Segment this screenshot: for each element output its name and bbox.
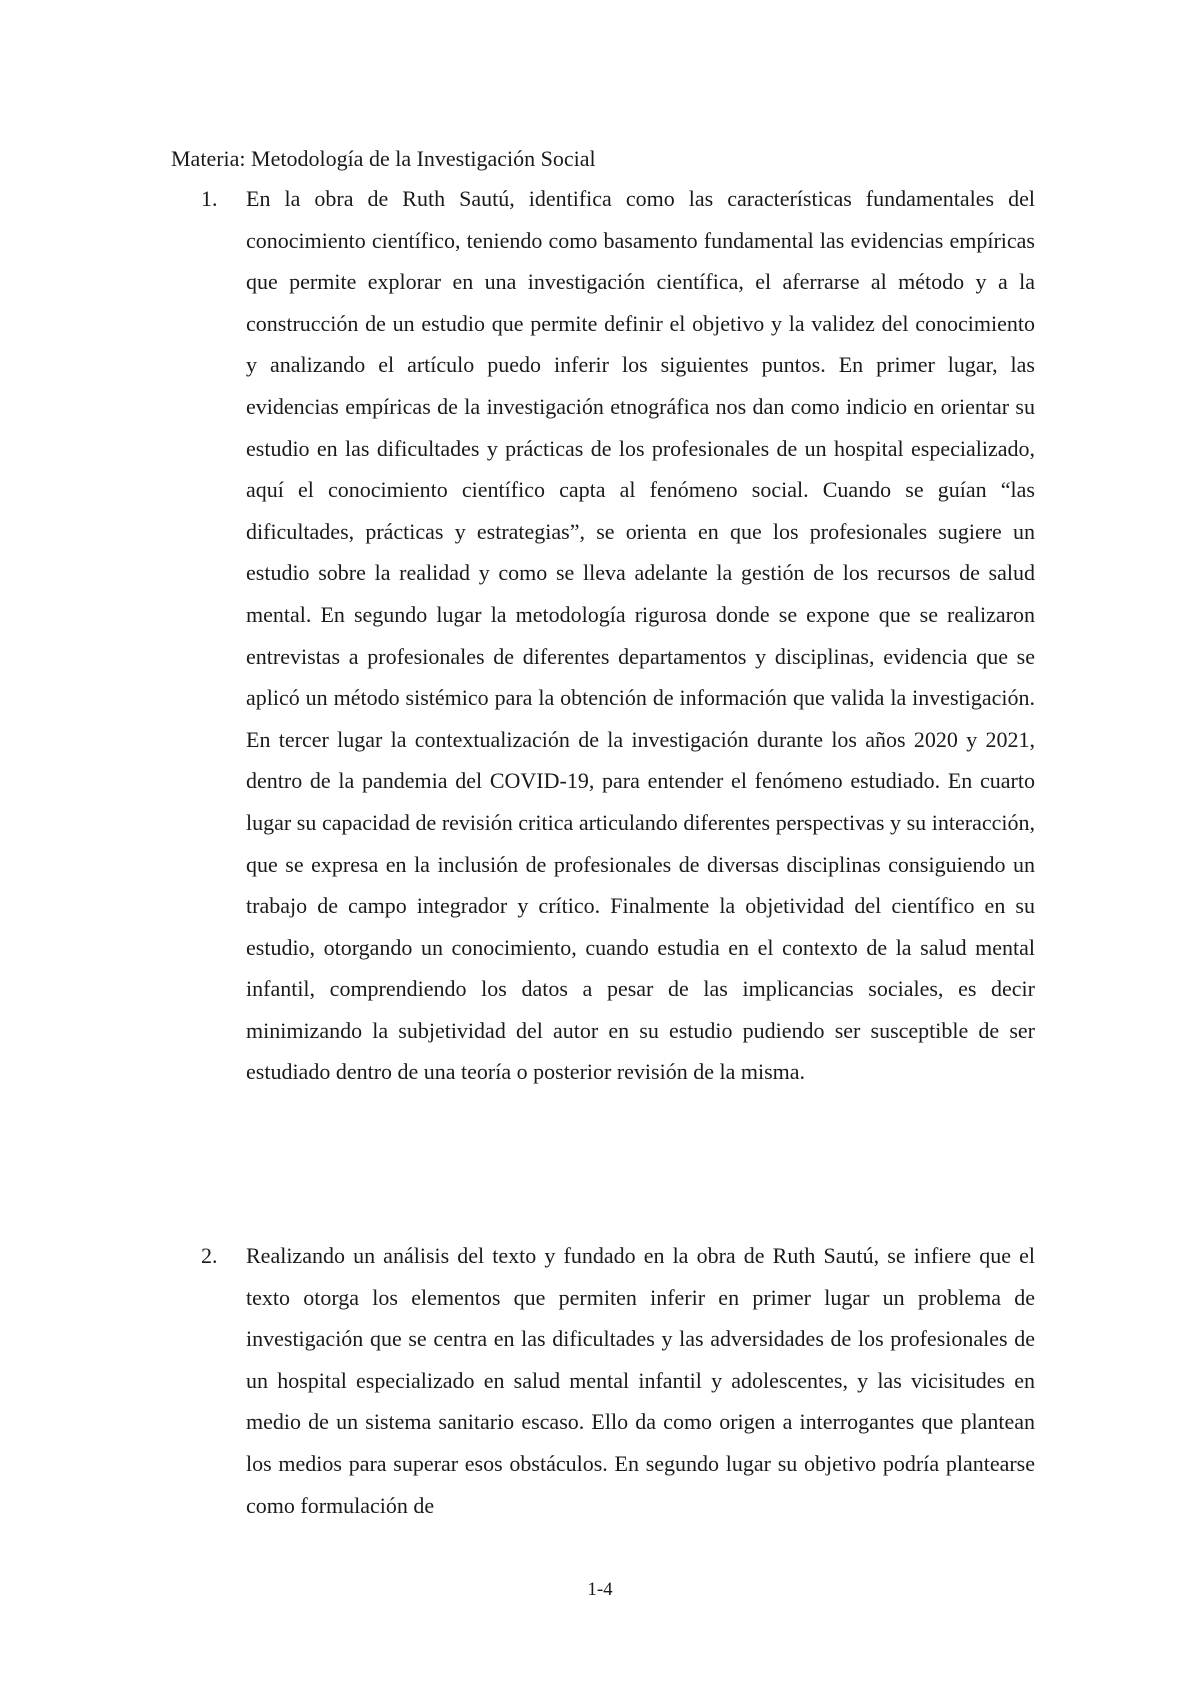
subject-heading: Materia: Metodología de la Investigación Social — [171, 146, 596, 171]
list-item — [201, 1235, 1035, 1526]
list-item-text: En la obra de Ruth Sautú, identifica como las características fundamentales del conocimiento científico, teniendo como basamento fundamental las evidencias empíricas que permite explorar en una investigación científica, el aferrarse al método y a la construcción de un estudio que permite definir el objetivo y la validez del conocimiento y analizando el artículo puedo inferir los siguientes puntos. En primer lugar, las evidencias empíricas de la investigación etnográfica nos dan como indicio en orientar su estudio en las dificultades y prácticas de los profesionales de un hospital especializado, aquí el conocimiento científico capta al fenómeno social. Cuando se guían “las dificultades, prácticas y estrategias”, se orienta en que los profesionales sugiere un estudio sobre la realidad y como se lleva adelante la gestión de los recursos de salud mental. En segundo lugar la metodología rigurosa donde se expone que se realizaron entrevistas a profesionales de diferentes departamentos y disciplinas, evidencia que se aplicó un método sistémico para la obtención de información que valida la investigación. En tercer lugar la contextualización de la investigación durante los años 2020 y 2021, dentro de la pandemia del COVID-19, para entender el fenómeno estudiado. En cuarto lugar su capacidad de revisión critica articulando diferentes perspectivas y su interacción, que se expresa en la inclusión de profesionales de diversas disciplinas consiguiendo un trabajo de campo integrador y crítico. Finalmente la objetividad del científico en su estudio, otorgando un conocimiento, cuando estudia en el contexto de la salud mental infantil, comprendiendo los datos a pesar de las implicancias sociales, es decir minimizando la subjetividad del autor en su estudio pudiendo ser susceptible de ser estudiado dentro de una teoría o posterior revisión de la misma. — [246, 186, 1035, 1085]
list-item-text: Realizando un análisis del texto y fundado en la obra de Ruth Sautú, se infiere que el texto otorga los elementos que permiten inferir en primer lugar un problema de investigación que se centra en las dificultades y las adversidades de los profesionales de un hospital especializado en salud mental infantil y adolescentes, y las vicisitudes en medio de un sistema sanitario escaso. Ello da como origen a interrogantes que plantean los medios para superar esos obstáculos. En segundo lugar su objetivo podría plantearse como formulación de — [246, 1243, 1035, 1518]
list-item-number: 1. — [201, 186, 218, 211]
page-number: 1-4 — [587, 1579, 613, 1600]
list-item — [201, 178, 1035, 1093]
list-item-number: 2. — [201, 1243, 218, 1268]
